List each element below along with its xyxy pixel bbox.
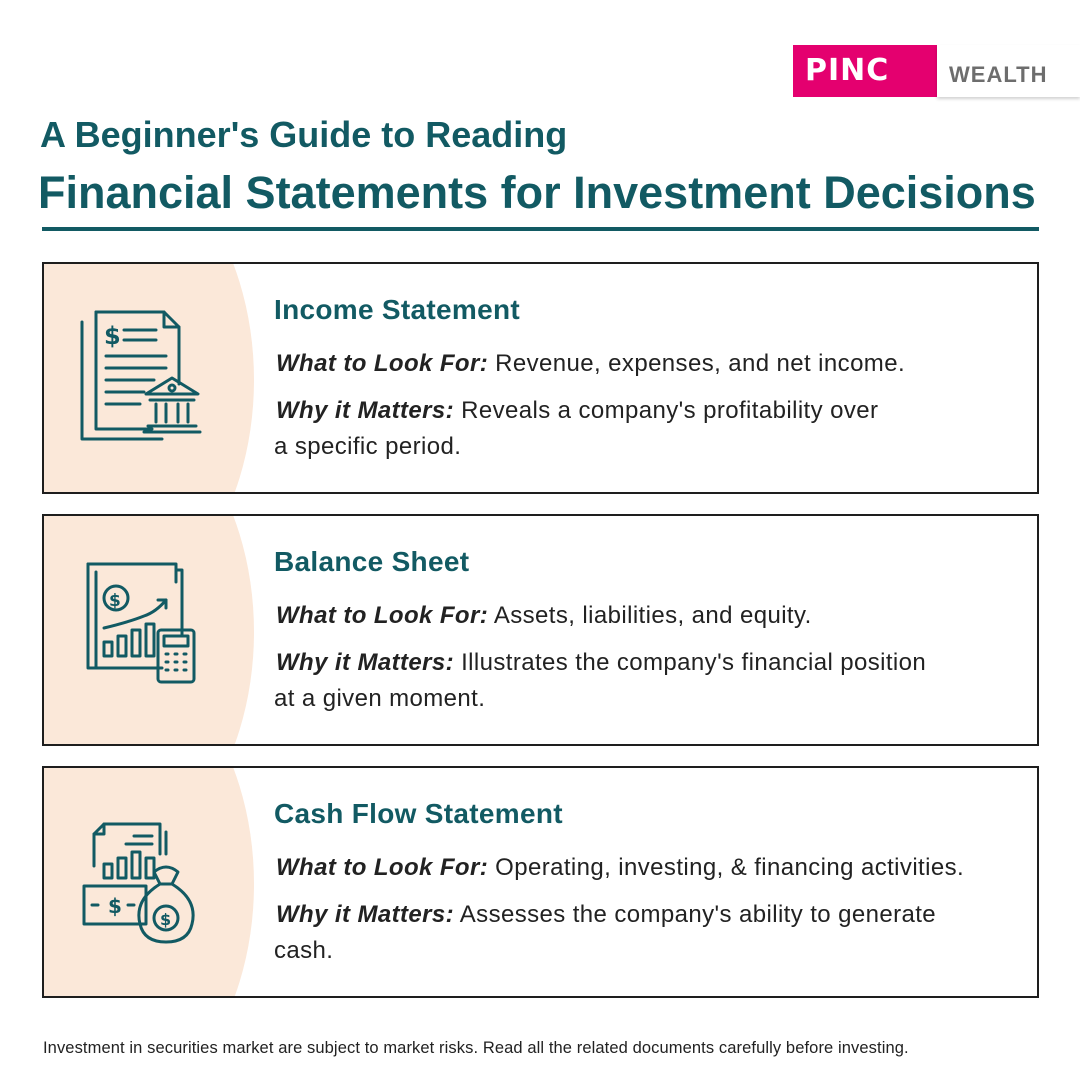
cash-moneybag-icon (74, 808, 204, 948)
logo-wealth-text: WEALTH (937, 45, 1080, 97)
report-calculator-icon (74, 556, 204, 696)
why-matters-continued: cash. (274, 937, 334, 964)
logo-pinc-text: PINC (793, 45, 937, 97)
card-title: Cash Flow Statement (274, 798, 563, 829)
look-for-text: Operating, investing, & financing activities. (488, 854, 965, 881)
look-for-line (276, 602, 812, 630)
why-matters-text: Illustrates the company's financial position (454, 649, 927, 676)
svg-text:$: $ (160, 910, 172, 929)
page-title-line-1: A Beginner's Guide to Reading (40, 114, 568, 155)
look-for-label: What to Look For: (276, 854, 489, 881)
why-matters-line (276, 649, 926, 677)
why-matters-line (276, 397, 878, 425)
why-matters-label: Why it Matters: (276, 649, 455, 676)
why-matters-line (276, 901, 936, 929)
card-income-statement (42, 262, 1039, 494)
card-balance-sheet (42, 514, 1039, 746)
brand-logo (793, 45, 1080, 97)
page-title-line-2: Financial Statements for Investment Decisions (38, 167, 1036, 218)
look-for-text: Revenue, expenses, and net income. (488, 350, 906, 377)
why-matters-continued: at a given moment. (274, 685, 486, 712)
document-bank-icon (74, 304, 204, 444)
look-for-line (276, 854, 964, 882)
title-underline (42, 227, 1039, 231)
why-matters-label: Why it Matters: (276, 901, 455, 928)
why-matters-continued: a specific period. (274, 433, 462, 460)
svg-text:$: $ (108, 894, 122, 918)
look-for-text: Assets, liabilities, and equity. (488, 602, 812, 629)
why-matters-text: Assesses the company's ability to generate (454, 901, 937, 928)
svg-text:$: $ (104, 322, 121, 350)
look-for-label: What to Look For: (276, 350, 489, 377)
look-for-label: What to Look For: (276, 602, 489, 629)
disclaimer-text: Investment in securities market are subject to market risks. Read all the related documents carefully before investing. (43, 1039, 909, 1057)
look-for-line (276, 350, 905, 378)
svg-text:$: $ (109, 591, 121, 611)
card-title: Balance Sheet (274, 546, 470, 577)
card-cash-flow-statement (42, 766, 1039, 998)
card-title: Income Statement (274, 294, 520, 325)
why-matters-label: Why it Matters: (276, 397, 455, 424)
why-matters-text: Reveals a company's profitability over (454, 397, 879, 424)
